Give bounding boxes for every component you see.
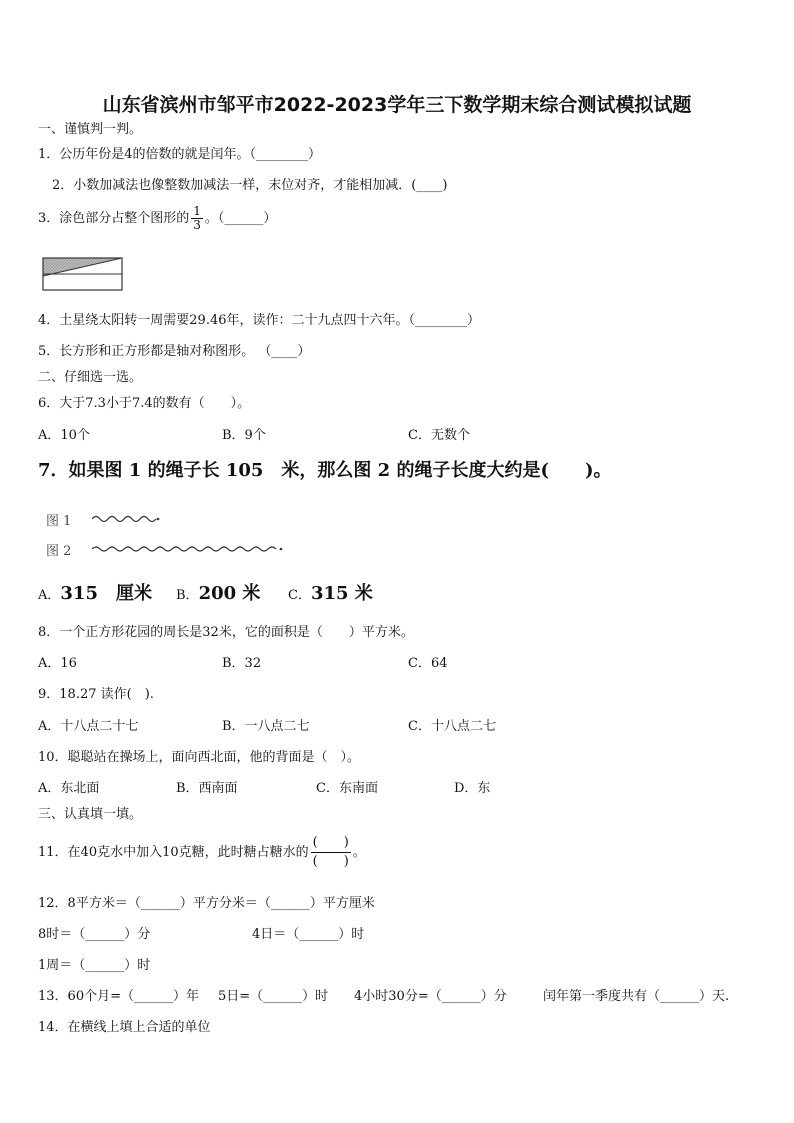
question-11 (38, 833, 366, 873)
question-8: 8．一个正方形花园的周长是32米，它的面积是（ ）平方米。 (38, 625, 414, 640)
q10-option-d: D．东 (454, 781, 491, 796)
question-6: 6．大于7.3小于7.4的数有（ ）。 (38, 396, 251, 411)
q8-option-c: C．64 (408, 656, 448, 671)
question-13-part-a: 13．60个月=（______）年 (38, 989, 199, 1004)
fraction-one-third (191, 205, 203, 232)
q6-option-c: C．无数个 (408, 428, 470, 443)
question-9: 9．18.27 读作( ). (38, 687, 154, 702)
option-text: 315 厘米 (60, 583, 152, 604)
fraction-numerator: 1 (193, 204, 201, 218)
fraction-denominator: 3 (193, 218, 201, 232)
question-12-line-2a: 8时＝（______）分 (38, 927, 151, 942)
rope-figure-1 (92, 511, 162, 527)
q10-option-a: A．东北面 (38, 781, 100, 796)
question-1: 1．公历年份是4的倍数的就是闰年。（________） (38, 147, 322, 162)
question-3-blank: 。（______） (204, 211, 277, 226)
figure-1-label: 图 1 (46, 514, 72, 529)
question-13-part-b: 5日=（______）时 (218, 989, 329, 1004)
q9-option-a: A．十八点二十七 (38, 719, 139, 734)
q9-option-b: B．一八点二七 (222, 719, 310, 734)
option-text: 315 米 (310, 583, 373, 604)
section-heading-1: 一、谨慎判一判。 (38, 122, 143, 137)
question-12-line-3: 1周＝（______）时 (38, 958, 151, 973)
question-11-text: 11．在40克水中加入10克糖，此时糖占糖水的 (38, 845, 309, 860)
shaded-rectangle-figure (42, 256, 124, 292)
question-5: 5．长方形和正方形都是轴对称图形。 （____） (38, 344, 311, 359)
option-label: C． (288, 588, 311, 603)
question-14: 14．在横线上填上合适的单位 (38, 1020, 211, 1035)
question-13-part-c: 4小时30分=（______）分 (354, 989, 507, 1004)
figure-2-label: 图 2 (46, 544, 72, 559)
rope-figure-2 (92, 541, 286, 557)
q8-option-b: B．32 (222, 656, 262, 671)
option-label: B． (176, 588, 199, 603)
q7-option-a (38, 583, 152, 604)
question-2: 2．小数加减法也像整数加减法一样，末位对齐，才能相加减．(____) (52, 178, 448, 193)
question-12-line-2b: 4日＝（______）时 (252, 927, 365, 942)
q7-option-c (288, 583, 373, 604)
q6-option-b: B．9个 (222, 428, 266, 443)
option-label: A． (38, 588, 61, 603)
question-11-end: 。 (352, 845, 366, 860)
fraction-numerator-blank: ( ) (311, 834, 351, 853)
question-4: 4．土星绕太阳转一周需要29.46年，读作：二十九点四十六年。（________） (38, 313, 480, 328)
question-10: 10．聪聪站在操场上，面向西北面，他的背面是（ ）。 (38, 750, 361, 765)
section-heading-3: 三、认真填一填。 (38, 807, 143, 822)
question-3-text: 3．涂色部分占整个图形的 (38, 211, 190, 226)
question-13-part-d: 闰年第一季度共有（______）天. (543, 989, 730, 1004)
fraction-denominator-blank: ( ) (312, 854, 349, 869)
q8-option-a: A．16 (38, 656, 77, 671)
page-title: 山东省滨州市邹平市2022-2023学年三下数学期末综合测试模拟试题 (102, 94, 692, 116)
q10-option-b: B．西南面 (176, 781, 238, 796)
q9-option-c: C．十八点二七 (408, 719, 496, 734)
option-text: 200 米 (198, 583, 261, 604)
question-3 (38, 204, 276, 234)
q7-option-b (176, 583, 261, 604)
section-heading-2: 二、仔细选一选。 (38, 370, 143, 385)
fraction-blank (311, 834, 351, 871)
question-12-line-1: 12．8平方米＝（______）平方分米＝（______）平方厘米 (38, 896, 375, 911)
q6-option-a: A．10个 (38, 428, 90, 443)
q10-option-c: C．东南面 (316, 781, 378, 796)
question-7: 7．如果图 1 的绳子长 105 米，那么图 2 的绳子长度大约是( )。 (38, 460, 612, 481)
